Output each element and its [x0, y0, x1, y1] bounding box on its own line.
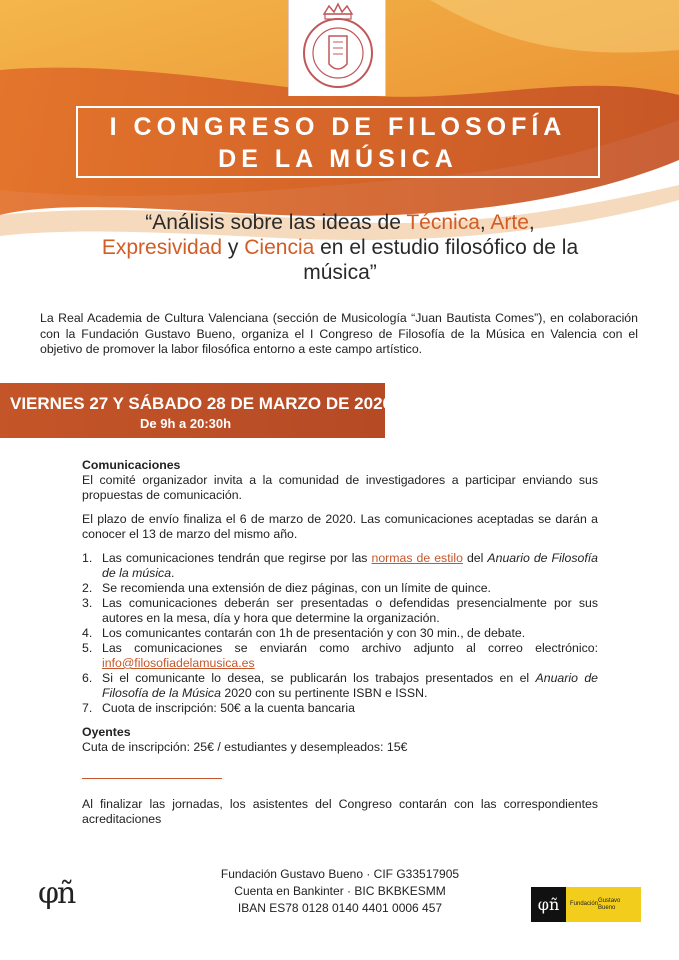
list-item: 6. Si el comunicante lo desea, se publicarán los trabajos presentados en el Anuario de Filosofía de la Música 2020 con su pertinente ISBN e ISSN. — [82, 671, 599, 700]
congress-title — [76, 106, 600, 178]
oyentes-heading: Oyentes — [82, 725, 131, 739]
highlight-expresividad: Expresividad — [101, 236, 223, 259]
list-item: 7. Cuota de inscripción: 50€ a la cuenta bancaria — [82, 701, 355, 715]
intro-paragraph: La Real Academia de Cultura Valenciana (sección de Musicología “Juan Bautista Comes”), en colaboración con la Fundación Gustavo Bueno, organiza el I Congreso de Filosofía de la Música en Valencia con el objetivo de promover la labor filosófica entorno a este campo artístico. — [40, 311, 638, 356]
main-content — [82, 458, 598, 827]
highlight-tecnica: Técnica — [406, 211, 480, 234]
highlight-arte: Arte — [490, 211, 529, 234]
event-hours: De 9h a 20:30h — [140, 416, 232, 431]
title-line-2: DE LA MÚSICA — [218, 145, 458, 173]
rules-list — [82, 551, 598, 716]
seal-emblem-icon — [289, 0, 387, 96]
event-dates: VIERNES 27 Y SÁBADO 28 DE MARZO DE 2020 — [10, 394, 393, 413]
comunicaciones-paragraph-2: El plazo de envío finaliza el 6 de marzo de 2020. Las comunicaciones aceptadas se darán a conocer el 13 de marzo del mismo año. — [82, 512, 598, 541]
divider — [82, 778, 222, 779]
fundacion-gustavo-bueno-logo — [531, 887, 641, 922]
list-item: 3. Las comunicaciones deberán ser presentadas o defendidas presencialmente por sus autores en la mesa, día y hora que determine la organización. — [82, 596, 598, 625]
subtitle-line-3: música” — [303, 261, 377, 284]
subtitle-line-2: Expresividad y Ciencia en el estudio filosófico de la — [101, 236, 579, 259]
title-line-1: I CONGRESO DE FILOSOFÍA — [109, 113, 567, 141]
footer-line-3: IBAN ES78 0128 0140 4401 0006 457 — [237, 901, 443, 915]
list-item: 2. Se recomienda una extensión de diez páginas, con un límite de quince. — [82, 581, 491, 595]
style-rules-link[interactable]: normas de estilo — [371, 551, 463, 565]
date-banner — [0, 383, 393, 438]
email-link[interactable]: info@filosofiadelamusica.es — [102, 656, 255, 670]
closing-paragraph: Al finalizar las jornadas, los asistentes del Congreso contarán con las correspondientes acreditaciones — [82, 797, 598, 826]
footer-line-1: Fundación Gustavo Bueno · CIF G33517905 — [220, 867, 460, 881]
logo-mark: φñ — [531, 887, 566, 922]
footer-line-2: Cuenta en Bankinter · BIC BKBKESMM — [234, 884, 446, 898]
philosophy-music-logo: φñ — [38, 876, 75, 911]
highlight-ciencia: Ciencia — [244, 236, 315, 259]
footer-bank-info — [170, 866, 510, 917]
oyentes-fee: Cuta de inscripción: 25€ / estudiantes y desempleados: 15€ — [82, 740, 408, 754]
logo-text-block: Fundación Gustavo Bueno — [566, 887, 641, 922]
list-item: 5. Las comunicaciones se enviarán como archivo adjunto al correo electrónico: info@filosofiadelamusica.es — [82, 641, 598, 670]
comunicaciones-paragraph-1: El comité organizador invita a la comunidad de investigadores a participar enviando sus propuestas de comunicación. — [82, 473, 598, 502]
list-item: 1. Las comunicaciones tendrán que regirse por las normas de estilo del Anuario de Filosofía de la música. — [82, 551, 598, 580]
list-item: 4. Los comunicantes contarán con 1h de presentación y con 30 min., de debate. — [82, 626, 526, 640]
comunicaciones-heading: Comunicaciones — [82, 458, 181, 472]
subtitle-line-1: “Análisis sobre las ideas de Técnica, Arte, — [145, 211, 535, 234]
academy-seal — [288, 0, 386, 96]
congress-subtitle — [40, 210, 640, 285]
